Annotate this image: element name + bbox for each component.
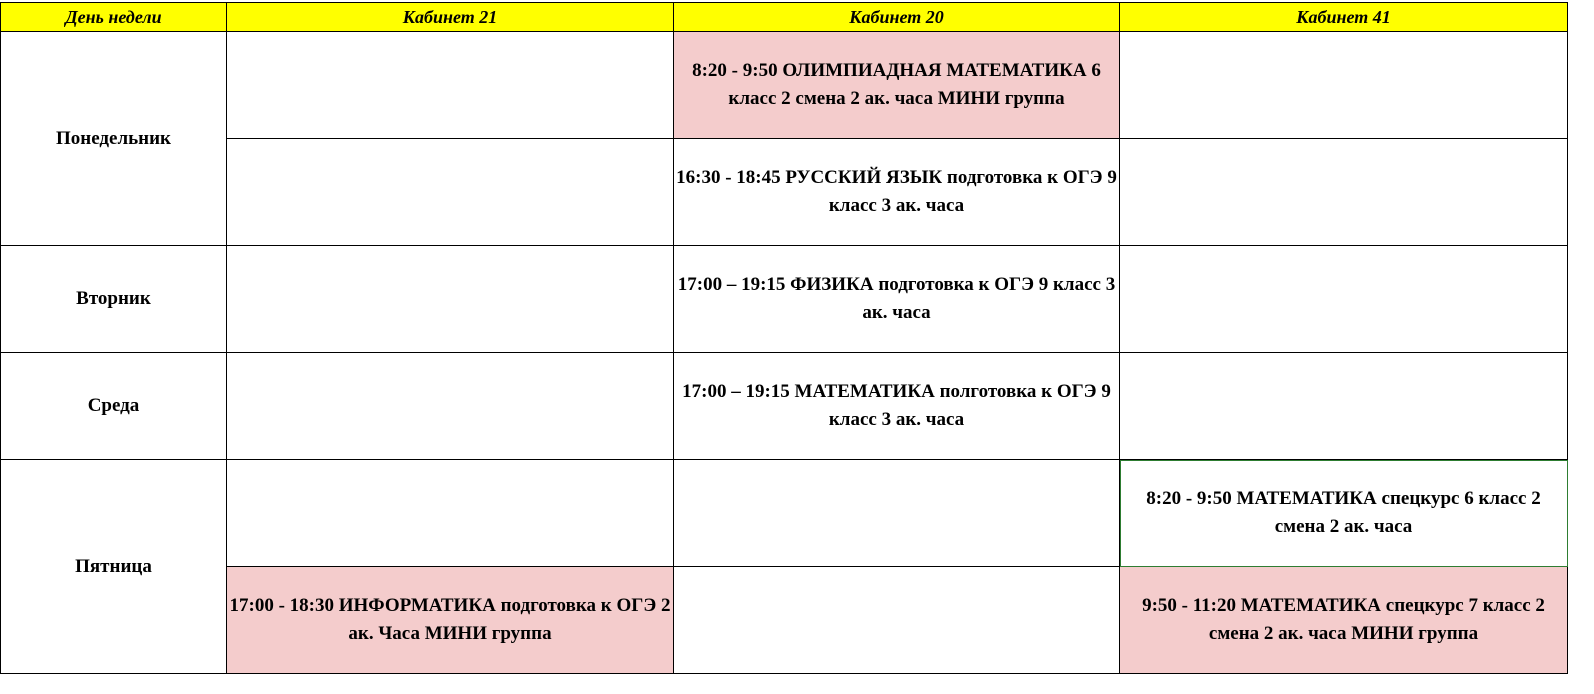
cell-wed-room21[interactable] bbox=[227, 353, 674, 460]
cell-wed-room41[interactable] bbox=[1120, 353, 1568, 460]
cell-fri-2-room21[interactable]: 17:00 - 18:30 ИНФОРМАТИКА подготовка к ОГЭ 2 ак. Часа МИНИ группа bbox=[227, 567, 674, 674]
header-day[interactable]: День недели bbox=[1, 3, 227, 32]
schedule-header bbox=[1, 3, 1568, 32]
cell-fri-1-room41[interactable]: 8:20 - 9:50 МАТЕМАТИКА спецкурс 6 класс 2 смена 2 ак. часа bbox=[1120, 460, 1568, 567]
header-room-20[interactable]: Кабинет 20 bbox=[674, 3, 1120, 32]
header-room-41[interactable]: Кабинет 41 bbox=[1120, 3, 1568, 32]
cell-fri-1-room20[interactable] bbox=[674, 460, 1120, 567]
header-row bbox=[1, 3, 1568, 32]
schedule-table bbox=[0, 2, 1568, 674]
header-room-21[interactable]: Кабинет 21 bbox=[227, 3, 674, 32]
day-friday[interactable]: Пятница bbox=[1, 460, 227, 674]
table-row bbox=[1, 246, 1568, 353]
cell-tue-room41[interactable] bbox=[1120, 246, 1568, 353]
cell-mon-2-room20[interactable]: 16:30 - 18:45 РУССКИЙ ЯЗЫК подготовка к ОГЭ 9 класс 3 ак. часа bbox=[674, 139, 1120, 246]
table-row bbox=[1, 353, 1568, 460]
table-row bbox=[1, 139, 1568, 246]
day-wednesday[interactable]: Среда bbox=[1, 353, 227, 460]
cell-fri-2-room41[interactable]: 9:50 - 11:20 МАТЕМАТИКА спецкурс 7 класс 2 смена 2 ак. часа МИНИ группа bbox=[1120, 567, 1568, 674]
table-row bbox=[1, 460, 1568, 567]
cell-mon-2-room21[interactable] bbox=[227, 139, 674, 246]
cell-mon-1-room20[interactable]: 8:20 - 9:50 ОЛИМПИАДНАЯ МАТЕМАТИКА 6 класс 2 смена 2 ак. часа МИНИ группа bbox=[674, 32, 1120, 139]
cell-fri-2-room20[interactable] bbox=[674, 567, 1120, 674]
table-row bbox=[1, 32, 1568, 139]
cell-tue-room21[interactable] bbox=[227, 246, 674, 353]
cell-mon-1-room21[interactable] bbox=[227, 32, 674, 139]
cell-mon-2-room41[interactable] bbox=[1120, 139, 1568, 246]
cell-mon-1-room41[interactable] bbox=[1120, 32, 1568, 139]
day-tuesday[interactable]: Вторник bbox=[1, 246, 227, 353]
cell-wed-room20[interactable]: 17:00 – 19:15 МАТЕМАТИКА полготовка к ОГЭ 9 класс 3 ак. часа bbox=[674, 353, 1120, 460]
cell-tue-room20[interactable]: 17:00 – 19:15 ФИЗИКА подготовка к ОГЭ 9 класс 3 ак. часа bbox=[674, 246, 1120, 353]
day-monday[interactable]: Понедельник bbox=[1, 32, 227, 246]
schedule-body bbox=[1, 32, 1568, 674]
table-row bbox=[1, 567, 1568, 674]
cell-fri-1-room21[interactable] bbox=[227, 460, 674, 567]
